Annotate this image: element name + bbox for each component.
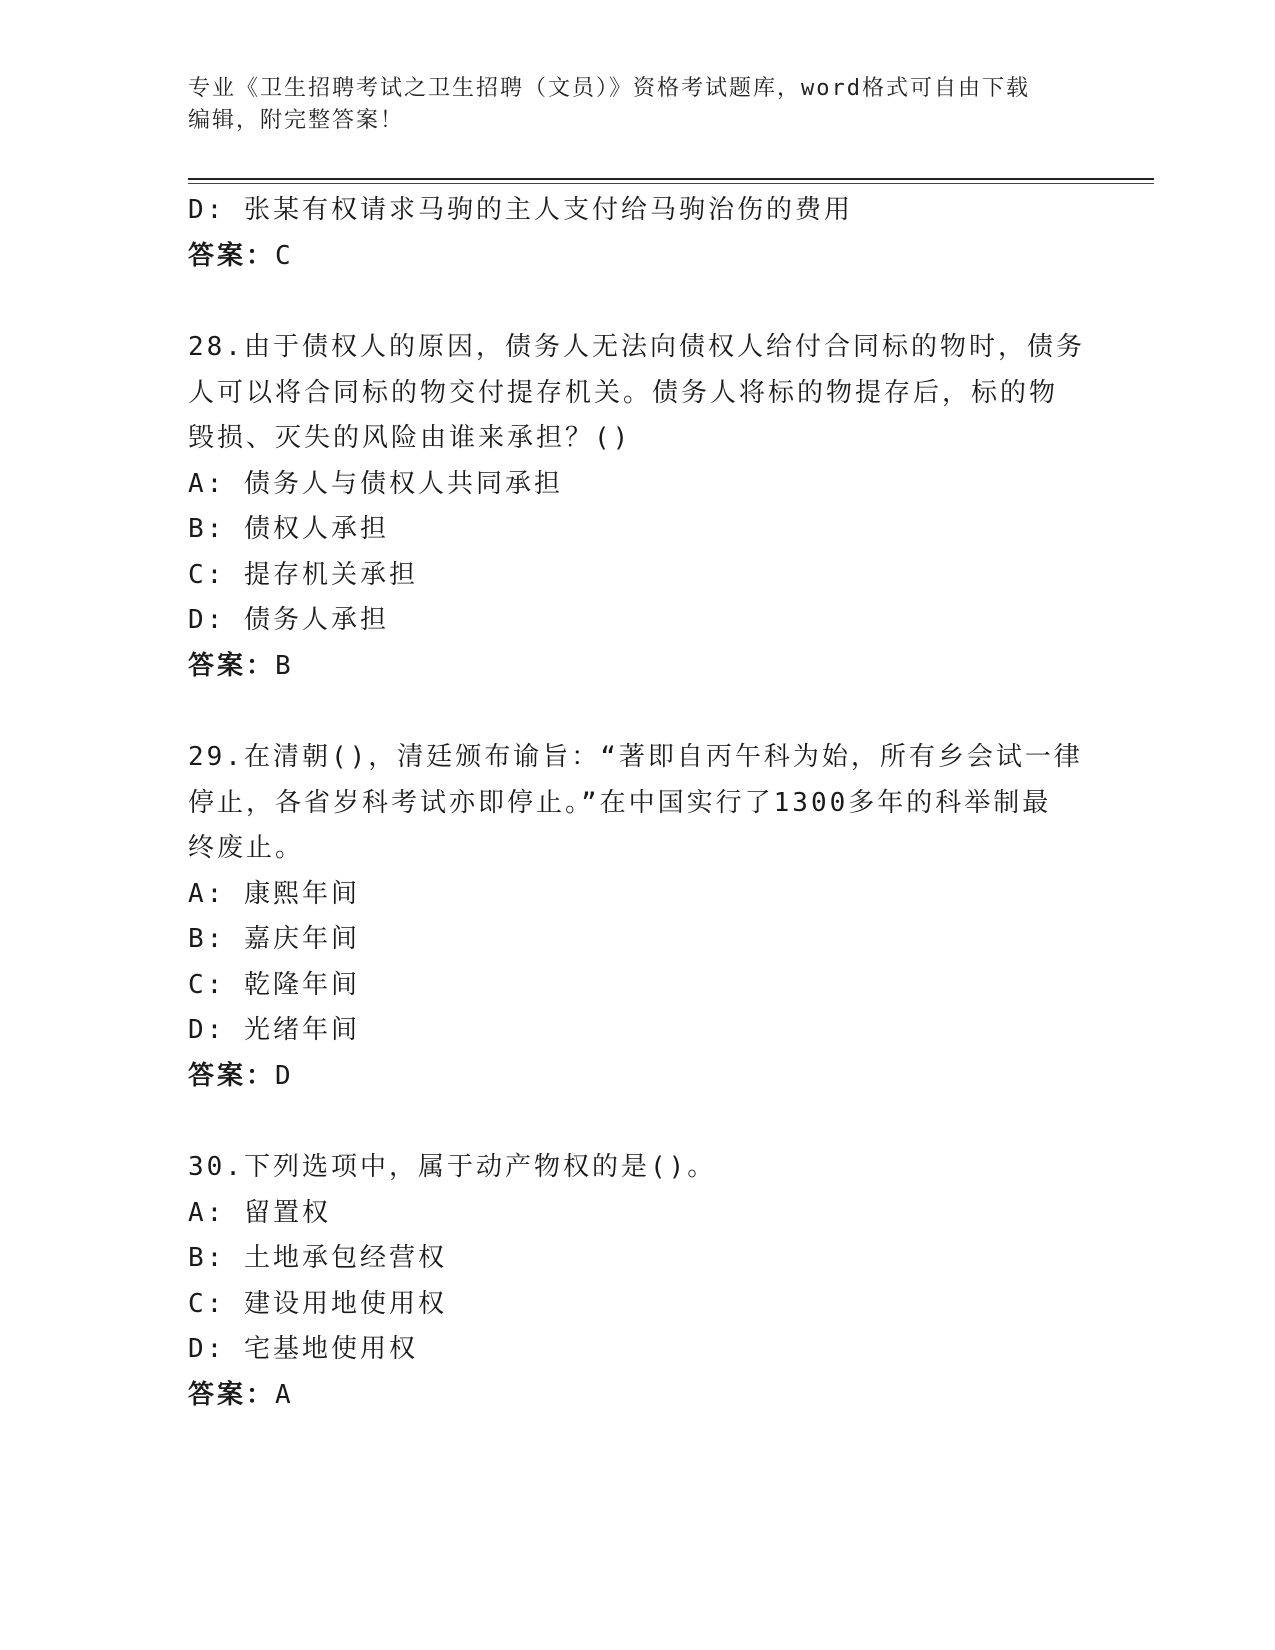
header-divider-thin — [188, 183, 1154, 184]
option-b: B: 债权人承担 — [188, 514, 389, 544]
answer-value: C — [275, 240, 294, 271]
option-d: D: 张某有权请求马驹的主人支付给马驹治伤的费用 — [188, 195, 853, 225]
header-line-2: 编辑，附完整答案！ — [188, 108, 405, 133]
option-b: B: 土地承包经营权 — [188, 1243, 447, 1273]
option-a: A: 留置权 — [188, 1197, 331, 1228]
question-28 — [188, 325, 1088, 689]
question-stem-line: 30.下列选项中，属于动产物权的是()。 — [188, 1152, 717, 1182]
option-a: A: 康熙年间 — [188, 878, 360, 909]
option-c: C: 提存机关承担 — [188, 559, 418, 590]
question-stem-line: 毁损、灭失的风险由谁来承担？() — [188, 423, 632, 453]
answer-line — [188, 644, 1088, 690]
question-stem-line: 停止，各省岁科考试亦即停止。”在中国实行了1300多年的科举制最 — [188, 787, 1052, 818]
answer-label: 答案： — [188, 240, 276, 271]
document-header — [188, 73, 1088, 137]
prev-question-tail — [188, 188, 1088, 279]
answer-line — [188, 1054, 1088, 1100]
option-d: D: 债务人承担 — [188, 605, 389, 635]
question-30 — [188, 1145, 1088, 1418]
question-stem-line: 终废止。 — [188, 833, 305, 863]
option-d: D: 宅基地使用权 — [188, 1334, 418, 1364]
answer-label: 答案： — [188, 650, 276, 681]
question-stem-line: 人可以将合同标的物交付提存机关。债务人将标的物提存后，标的物 — [188, 377, 1059, 408]
answer-line — [188, 234, 1088, 280]
answer-value: A — [275, 1379, 294, 1410]
question-stem-line: 29.在清朝()，清廷颁布谕旨：“著即自丙午科为始，所有乡会试一律 — [188, 742, 1083, 772]
answer-value: B — [275, 650, 294, 681]
header-line-1: 专业《卫生招聘考试之卫生招聘（文员）》资格考试题库，word格式可自由下载 — [188, 76, 1030, 101]
question-29 — [188, 735, 1088, 1099]
answer-value: D — [275, 1060, 294, 1091]
header-divider-thick — [188, 178, 1154, 180]
question-list — [188, 188, 1088, 1418]
option-b: B: 嘉庆年间 — [188, 924, 360, 954]
question-stem-line: 28.由于债权人的原因，债务人无法向债权人给付合同标的物时，债务 — [188, 332, 1085, 362]
option-c: C: 乾隆年间 — [188, 969, 360, 1000]
option-d: D: 光绪年间 — [188, 1015, 360, 1045]
answer-line — [188, 1373, 1088, 1419]
answer-label: 答案： — [188, 1379, 276, 1410]
option-a: A: 债务人与债权人共同承担 — [188, 468, 563, 499]
answer-label: 答案： — [188, 1060, 276, 1091]
option-c: C: 建设用地使用权 — [188, 1288, 447, 1319]
